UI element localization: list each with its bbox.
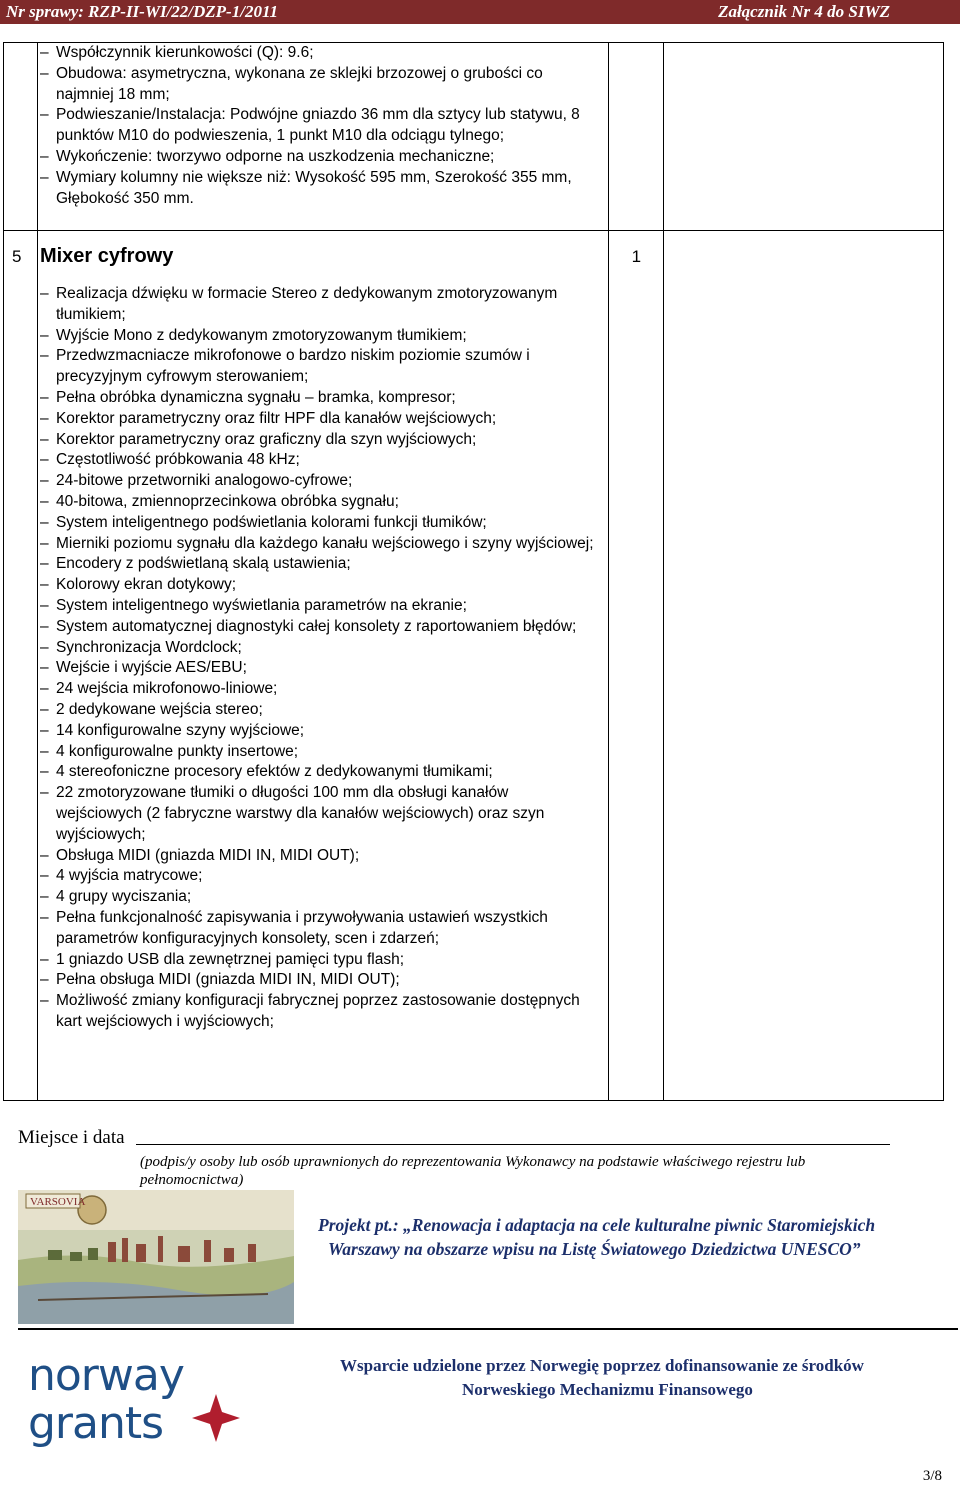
map-label: VARSOVIA	[30, 1196, 86, 1208]
description-cell	[37, 43, 608, 231]
attachment-label: Załącznik Nr 4 do SIWZ	[718, 2, 890, 21]
spec-list	[40, 284, 598, 1033]
list-item: – Mierniki poziomu sygnału dla każdego kanału wejściowego i szyny wyjściowej;	[40, 534, 598, 555]
signature-note: (podpis/y osoby lub osób uprawnionych do reprezentowania Wykonawcy na podstawie właściwego rejestru lub pełnomocnictwa)	[140, 1154, 806, 1188]
list-item: – 1 gniazdo USB dla zewnętrznej pamięci typu flash;	[40, 950, 598, 971]
list-item: – 22 zmotoryzowane tłumiki o długości 100 mm dla obsługi kanałów wejściowych (2 fabryczne warstwy dla kanałów wejściowych) oraz szyn wyjściowych;	[40, 783, 598, 845]
list-item: – 4 grupy wyciszania;	[40, 887, 598, 908]
logo-star-icon	[192, 1394, 240, 1442]
norway-grants-logo	[28, 1350, 248, 1448]
logo-text-grants: grants	[28, 1398, 164, 1448]
list-item: – Obudowa: asymetryczna, wykonana ze sklejki brzozowej o grubości co najmniej 18 mm;	[40, 64, 598, 106]
list-item: – Podwieszanie/Instalacja: Podwójne gniazdo 36 mm dla sztycy lub statywu, 8 punktów M10 do podwieszenia, 1 punkt M10 dla odciągu tylnego;	[40, 105, 598, 147]
list-item: – System inteligentnego podświetlania kolorami funkcji tłumików;	[40, 513, 598, 534]
table-row	[4, 43, 944, 231]
case-number: Nr sprawy: RZP-II-WI/22/DZP-1/2011	[6, 2, 278, 21]
list-item: – Pełna funkcjonalność zapisywania i przywoływania ustawień wszystkich parametrów konfiguracyjnych konsolety, scen i zdarzeń;	[40, 908, 598, 950]
list-item: – System automatycznej diagnostyki całej konsolety z raportowaniem błędów;	[40, 617, 598, 638]
support-text	[340, 1354, 940, 1402]
list-item: – 4 konfigurowalne punkty insertowe;	[40, 742, 598, 763]
list-item: – Częstotliwość próbkowania 48 kHz;	[40, 450, 598, 471]
empty-cell	[664, 231, 944, 1101]
logo-text-norway: norway	[28, 1350, 184, 1401]
list-item: – 4 wyjścia matrycowe;	[40, 866, 598, 887]
list-item: – Pełna obsługa MIDI (gniazda MIDI IN, MIDI OUT);	[40, 970, 598, 991]
warsaw-map-image	[18, 1190, 294, 1324]
empty-cell	[664, 43, 944, 231]
project-title	[318, 1213, 948, 1261]
description-cell	[37, 231, 608, 1101]
list-item: – Encodery z podświetlaną skalą ustawienia;	[40, 554, 598, 575]
project-line: Projekt pt.: „Renowacja i adaptacja na cele kulturalne piwnic Staromiejskich	[318, 1215, 876, 1235]
specification-table	[3, 42, 944, 1101]
item-title: Mixer cyfrowy	[39, 245, 174, 267]
list-item: – Wejście i wyjście AES/EBU;	[40, 658, 598, 679]
list-item: – Współczynnik kierunkowości (Q): 9.6;	[40, 43, 598, 64]
document-header	[0, 0, 960, 24]
list-item: – Kolorowy ekran dotykowy;	[40, 575, 598, 596]
project-line: Warszawy na obszarze wpisu na Listę Światowego Dziedzictwa UNESCO”	[328, 1239, 861, 1259]
page-number: 3/8	[922, 1468, 942, 1484]
item-number: 5	[4, 231, 38, 1101]
quantity-cell	[609, 43, 664, 231]
list-item: – 2 dedykowane wejścia stereo;	[40, 700, 598, 721]
support-line: Norweskiego Mechanizmu Finansowego	[462, 1380, 753, 1399]
support-line: Wsparcie udzielone przez Norwegię poprzez dofinansowanie ze środków	[340, 1356, 864, 1375]
list-item: – 24-bitowe przetworniki analogowo-cyfrowe;	[40, 471, 598, 492]
place-date-label: Miejsce i data	[18, 1127, 125, 1148]
number-cell	[4, 43, 38, 231]
list-item: – Realizacja dźwięku w formacie Stereo z dedykowanym zmotoryzowanym tłumikiem;	[40, 284, 598, 326]
list-item: – Wymiary kolumny nie większe niż: Wysokość 595 mm, Szerokość 355 mm, Głębokość 350 mm.	[40, 168, 598, 210]
list-item: – 4 stereofoniczne procesory efektów z dedykowanymi tłumikami;	[40, 762, 598, 783]
list-item: – Synchronizacja Wordclock;	[40, 638, 598, 659]
list-item: – 14 konfigurowalne szyny wyjściowe;	[40, 721, 598, 742]
item-quantity: 1	[609, 231, 664, 1101]
list-item: – Wykończenie: tworzywo odporne na uszkodzenia mechaniczne;	[40, 147, 598, 168]
list-item: – Możliwość zmiany konfiguracji fabrycznej poprzez zastosowanie dostępnych kart wejściowych i wyjściowych;	[40, 991, 598, 1033]
list-item: – Pełna obróbka dynamiczna sygnału – bramka, kompresor;	[40, 388, 598, 409]
list-item: – Korektor parametryczny oraz graficzny dla szyn wyjściowych;	[40, 430, 598, 451]
footer-rule	[18, 1328, 958, 1330]
list-item: – Przedwzmacniacze mikrofonowe o bardzo niskim poziomie szumów i precyzyjnym cyfrowym sterowaniem;	[40, 346, 598, 388]
list-item: – System inteligentnego wyświetlania parametrów na ekranie;	[40, 596, 598, 617]
list-item: – Obsługa MIDI (gniazda MIDI IN, MIDI OUT);	[40, 846, 598, 867]
list-item: – 24 wejścia mikrofonowo-liniowe;	[40, 679, 598, 700]
table-row	[4, 231, 944, 1101]
list-item: – 40-bitowa, zmiennoprzecinkowa obróbka sygnału;	[40, 492, 598, 513]
list-item: – Korektor parametryczny oraz filtr HPF dla kanałów wejściowych;	[40, 409, 598, 430]
list-item: – Wyjście Mono z dedykowanym zmotoryzowanym tłumikiem;	[40, 326, 598, 347]
spec-list	[40, 43, 598, 209]
signature-line	[136, 1144, 890, 1145]
